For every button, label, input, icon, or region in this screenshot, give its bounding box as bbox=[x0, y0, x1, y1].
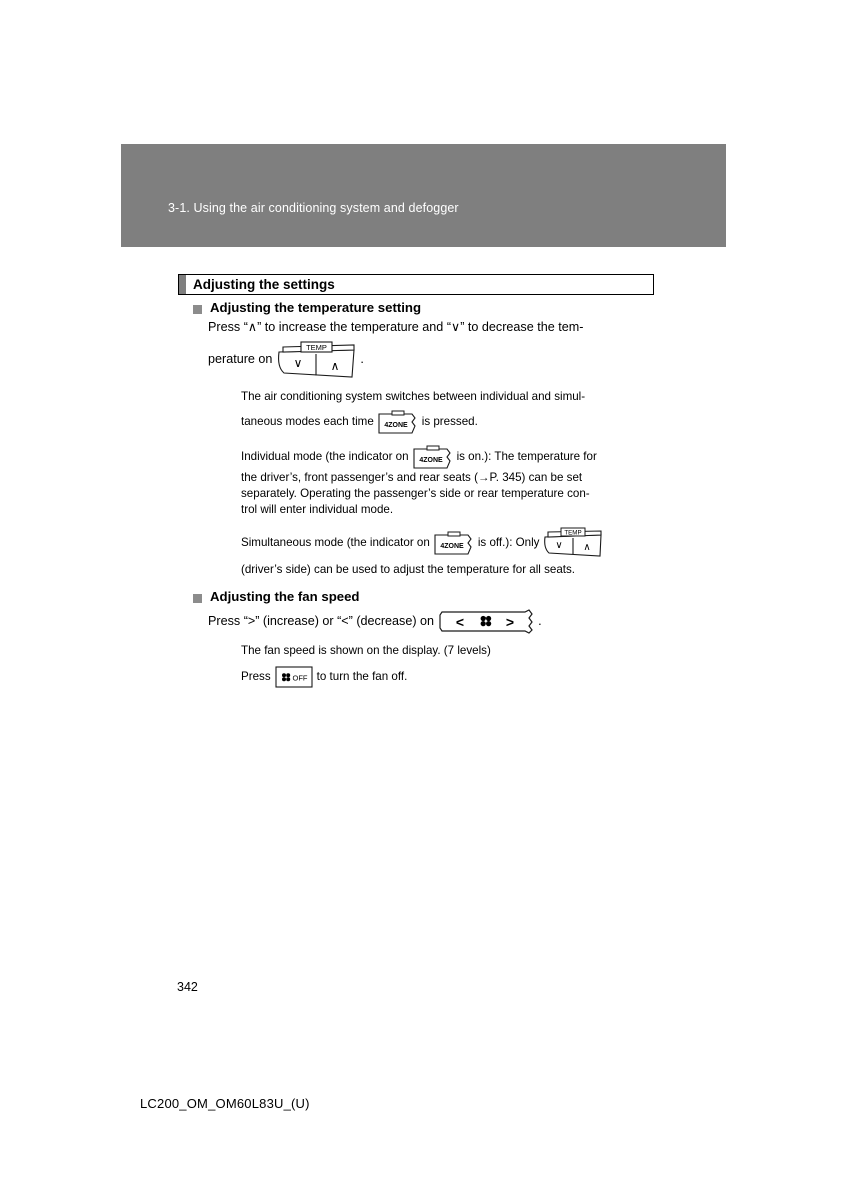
svg-text:<: < bbox=[455, 613, 465, 630]
simultaneous-mode-line-1-tail: is off.): Only bbox=[477, 535, 540, 549]
page-number: 342 bbox=[177, 980, 198, 994]
individual-mode-line-3: separately. Operating the passenger’s side or rear temperature con- bbox=[241, 487, 590, 501]
individual-mode-line-2: the driver’s, front passenger’s and rear seats (→P. 345) can be set bbox=[241, 471, 583, 485]
temperature-press-line-2 bbox=[208, 340, 658, 380]
chapter-banner-title: 3-1. Using the air conditioning system and defogger bbox=[168, 201, 459, 215]
fan-off-button-icon[interactable] bbox=[275, 666, 313, 688]
fan-speed-press-text: Press “>” (increase) or “<” (decrease) on bbox=[208, 613, 435, 628]
individual-mode-line-4: trol will enter individual mode. bbox=[241, 503, 394, 517]
svg-text:∨: ∨ bbox=[555, 540, 564, 552]
four-zone-button-icon[interactable] bbox=[378, 409, 418, 435]
individual-mode-line-1-text: Individual mode (the indicator on bbox=[241, 450, 409, 464]
simultaneous-mode-line-2: (driver’s side) can be used to adjust the temperature for all seats. bbox=[241, 563, 576, 577]
fan-off-line bbox=[241, 666, 658, 688]
switch-modes-line-1: The air conditioning system switches between individual and simul- bbox=[241, 390, 586, 404]
simultaneous-mode-paragraph bbox=[241, 527, 658, 578]
section-title-tab bbox=[179, 275, 186, 294]
svg-text:4ZONE: 4ZONE bbox=[440, 542, 464, 550]
switch-modes-line-2 bbox=[241, 409, 658, 435]
section-title-bar bbox=[178, 274, 654, 295]
subsection-heading-text: Adjusting the temperature setting bbox=[210, 300, 422, 315]
switch-modes-line-2-tail: is pressed. bbox=[421, 415, 478, 429]
svg-text:4ZONE: 4ZONE bbox=[384, 422, 408, 430]
fan-speed-button-icon[interactable] bbox=[438, 608, 534, 636]
svg-text:TEMP: TEMP bbox=[306, 343, 328, 353]
fan-speed-display-paragraph: The fan speed is shown on the display. (7 levels) bbox=[241, 643, 491, 657]
temperature-press-line-1: Press “∧” to increase the temperature and “∨” to decrease the tem- bbox=[208, 319, 584, 334]
simultaneous-mode-line-1-text: Simultaneous mode (the indicator on bbox=[241, 535, 430, 549]
switch-modes-paragraph bbox=[241, 389, 658, 435]
fan-off-tail-text: to turn the fan off. bbox=[316, 669, 408, 683]
temperature-press-line-2-text: perature on bbox=[208, 352, 273, 367]
page-content bbox=[0, 300, 848, 688]
temperature-press-line-2-period: . bbox=[360, 352, 364, 367]
square-bullet-icon bbox=[193, 305, 202, 314]
document-code: LC200_OM_OM60L83U_(U) bbox=[140, 1096, 310, 1111]
section-title: Adjusting the settings bbox=[193, 276, 335, 292]
temp-button-icon[interactable] bbox=[275, 340, 357, 380]
svg-text:∨: ∨ bbox=[294, 356, 303, 371]
svg-text:TEMP: TEMP bbox=[564, 529, 583, 537]
fan-off-paragraph bbox=[241, 666, 658, 688]
four-zone-button-icon[interactable] bbox=[434, 530, 474, 556]
switch-modes-line-2-text: taneous modes each time bbox=[241, 415, 374, 429]
svg-text:OFF: OFF bbox=[292, 673, 308, 683]
square-bullet-icon bbox=[193, 594, 202, 603]
temp-button-icon[interactable] bbox=[542, 527, 604, 558]
temperature-press-paragraph bbox=[208, 319, 658, 381]
fan-speed-press-line bbox=[208, 608, 658, 636]
fan-off-press-text: Press bbox=[241, 669, 271, 683]
fan-speed-press-paragraph bbox=[208, 608, 658, 636]
svg-text:∧: ∧ bbox=[331, 359, 340, 374]
individual-mode-line-1-tail: is on.): The temperature for bbox=[456, 450, 597, 464]
subsection-heading-text: Adjusting the fan speed bbox=[210, 589, 360, 605]
chapter-banner bbox=[121, 144, 726, 247]
svg-text:∧: ∧ bbox=[583, 542, 592, 554]
subsection-heading-fan-speed bbox=[193, 589, 848, 606]
four-zone-button-icon[interactable] bbox=[413, 444, 453, 470]
individual-mode-paragraph bbox=[241, 444, 658, 518]
simultaneous-mode-line-1 bbox=[241, 527, 658, 558]
subsection-heading-temperature bbox=[193, 300, 848, 317]
svg-text:4ZONE: 4ZONE bbox=[418, 457, 443, 465]
svg-text:>: > bbox=[505, 613, 515, 630]
individual-mode-line-1 bbox=[241, 444, 658, 470]
fan-speed-press-period: . bbox=[538, 613, 542, 628]
